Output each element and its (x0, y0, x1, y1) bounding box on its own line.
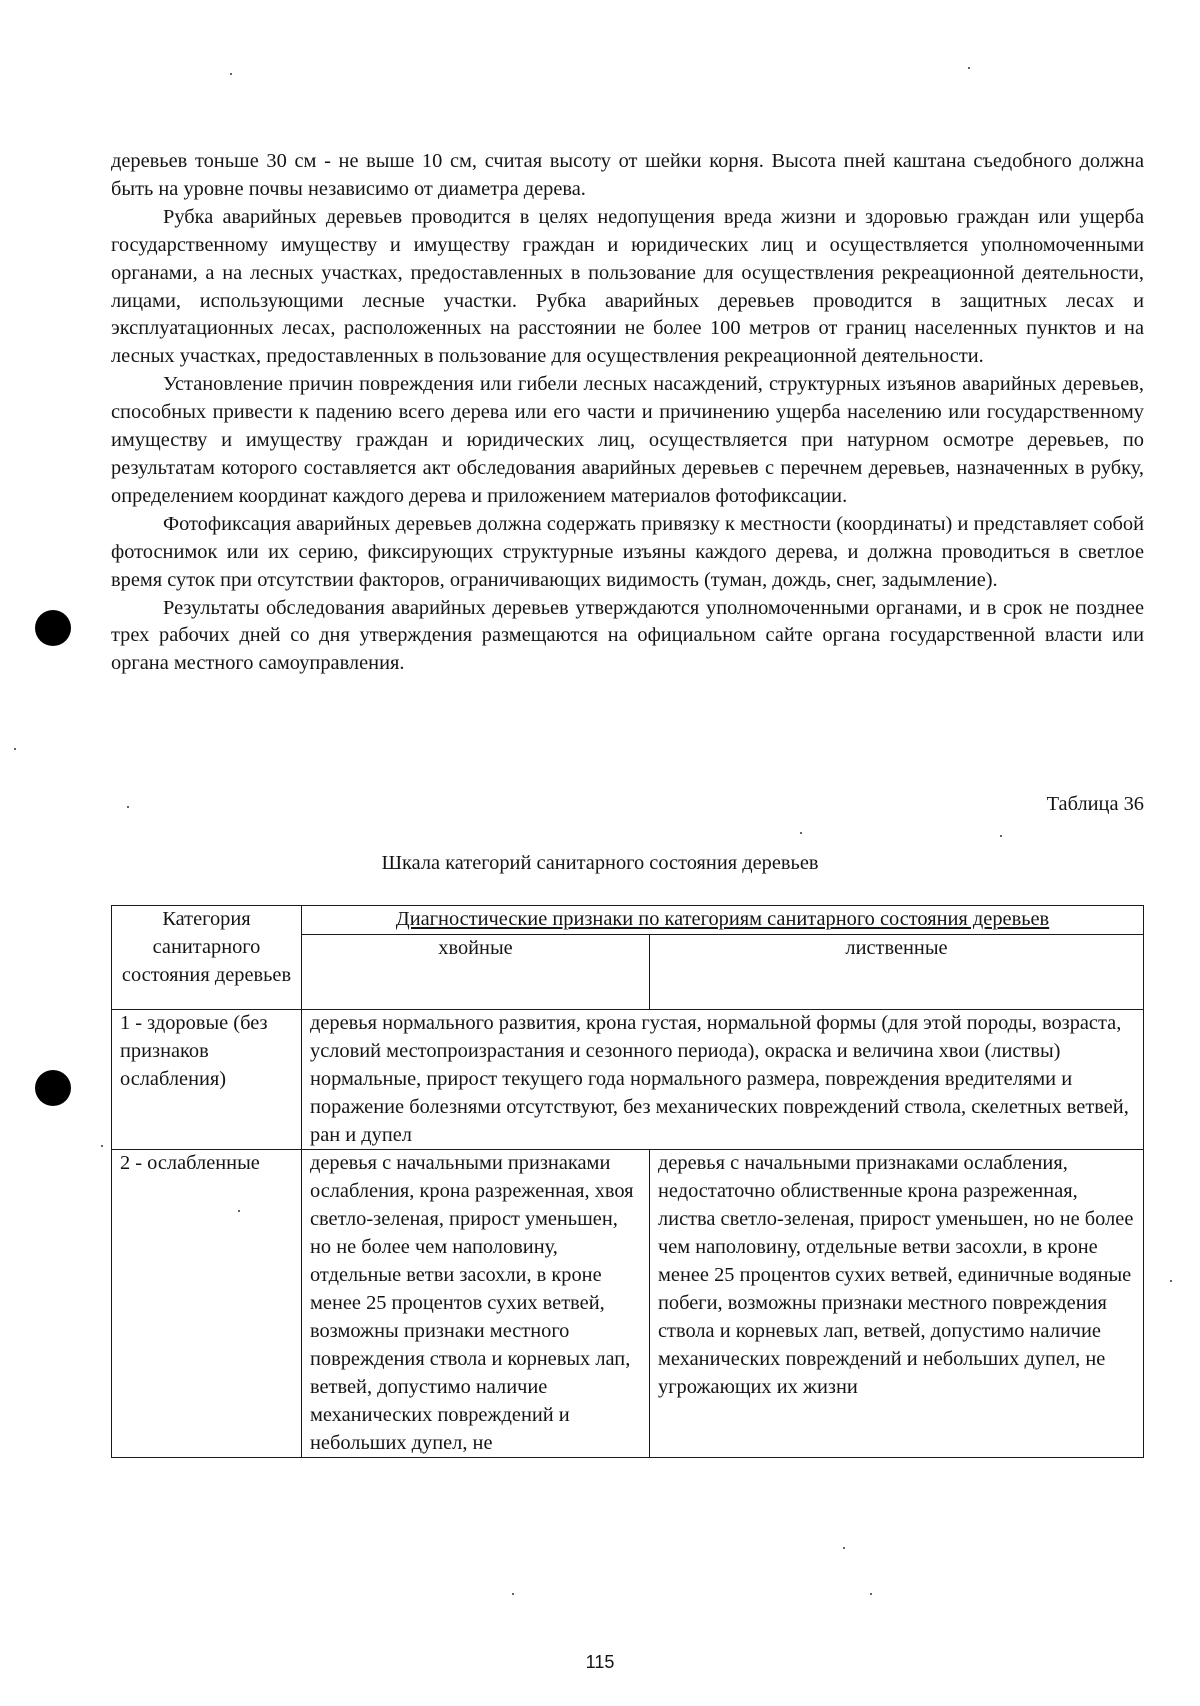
row-category: 2 - ослабленные (112, 1150, 302, 1458)
scan-speck (800, 832, 802, 834)
header-diagnostic (302, 906, 1144, 935)
scan-speck (14, 748, 16, 750)
scan-speck (870, 1593, 872, 1595)
scan-speck (512, 1593, 514, 1595)
scan-speck (968, 67, 970, 69)
scan-speck (101, 1145, 103, 1147)
paragraph: Установление причин повреждения или гибели лесных насаждений, структурных изъянов аварийных деревьев, способных привести к падению всего дерева или его части и причинению ущерба населению или государственному имуществу и имуществу граждан и юридических лиц, осуществляется при натурном осмотре деревьев, по результатам которого составляется акт обследования аварийных деревьев с перечнем деревьев, назначенных в рубку, определением координат каждого дерева и приложением материалов фотофиксации. (111, 373, 1144, 507)
scan-speck (230, 73, 232, 75)
paragraph: Результаты обследования аварийных деревьев утверждаются уполномоченными органами, и в срок не позднее трех рабочих дней со дня утверждения размещаются на официальном сайте органа государственной власти или органа местного самоуправления. (111, 596, 1144, 675)
table-title: Шкала категорий санитарного состояния деревьев (381, 852, 819, 874)
table-row (112, 1150, 1144, 1458)
table-row (112, 1009, 1144, 1150)
row-deciduous-signs: деревья с начальными признаками ослабления, недостаточно облиственные крона разреженная, листва светло-зеленая, прирост уменьшен, но не более чем наполовину, отдельные ветви засохли, в кроне менее 25 процентов сухих ветвей, единичные водяные побеги, возможны признаки местного повреждения ствола и корневых лап, ветвей, допустимо наличие механических повреждений и небольших дупел, не угрожающих их жизни (650, 1150, 1144, 1458)
header-category: Категория санитарного состояния деревьев (112, 906, 302, 1010)
scan-speck (843, 1547, 845, 1549)
punch-hole-lower (35, 1070, 71, 1106)
paragraph: Рубка аварийных деревьев проводится в целях недопущения вреда жизни и здоровью граждан или ущерба государственному имуществу и имуществу граждан и юридических лиц и осуществляется уполномоченными органами, а на лесных участках, предоставленных в пользование для осуществления рекреационной деятельности, лицами, использующими лесные участки. Рубка аварийных деревьев проводится в защитных лесах и эксплуатационных лесах, расположенных на расстоянии не более 100 метров от границ населенных пунктов и на лесных участках, предоставленных в пользование для осуществления рекреационной деятельности. (111, 205, 1144, 368)
header-diagnostic-text: Диагностические признаки по категориям санитарного состояния деревьев (395, 908, 1050, 930)
scan-speck (1000, 835, 1002, 837)
body-text (111, 148, 1144, 678)
sanitary-scale-table (111, 905, 1144, 1458)
header-coniferous: хвойные (302, 934, 650, 1009)
scan-speck (1170, 1280, 1172, 1282)
header-deciduous: лиственные (650, 934, 1144, 1009)
paragraph: деревьев тоньше 30 см - не выше 10 см, считая высоту от шейки корня. Высота пней каштана съедобного должна быть на уровне почвы независимо от диаметра дерева. (111, 150, 1144, 200)
page-number: 115 (585, 1652, 615, 1672)
table-caption: Таблица 36 (1046, 793, 1144, 815)
row-combined-signs: деревья нормального развития, крона густая, нормальной формы (для этой породы, возраста, условий местопроизрастания и сезонного периода), окраска и величина хвои (листвы) нормальные, прирост текущего года нормального размера, повреждения вредителями и поражение болезнями отсутствуют, без механических повреждений ствола, скелетных ветвей, ран и дупел (302, 1009, 1144, 1150)
paragraph: Фотофиксация аварийных деревьев должна содержать привязку к местности (координаты) и представляет собой фотоснимок или их серию, фиксирующих структурные изъяны каждого дерева, и должна проводиться в светлое время суток при отсутствии факторов, ограничивающих видимость (туман, дождь, снег, задымление). (111, 512, 1144, 591)
punch-hole-upper (35, 610, 71, 646)
table-header-row (112, 906, 1144, 935)
row-coniferous-signs: деревья с начальными признаками ослабления, крона разреженная, хвоя светло-зеленая, прирост уменьшен, но не более чем наполовину, отдельные ветви засохли, в кроне менее 25 процентов сухих ветвей, возможны признаки местного повреждения ствола и корневых лап, ветвей, допустимо наличие механических повреждений и небольших дупел, не (302, 1150, 650, 1458)
row-category: 1 - здоровые (без признаков ослабления) (112, 1009, 302, 1150)
scan-speck (127, 806, 129, 808)
